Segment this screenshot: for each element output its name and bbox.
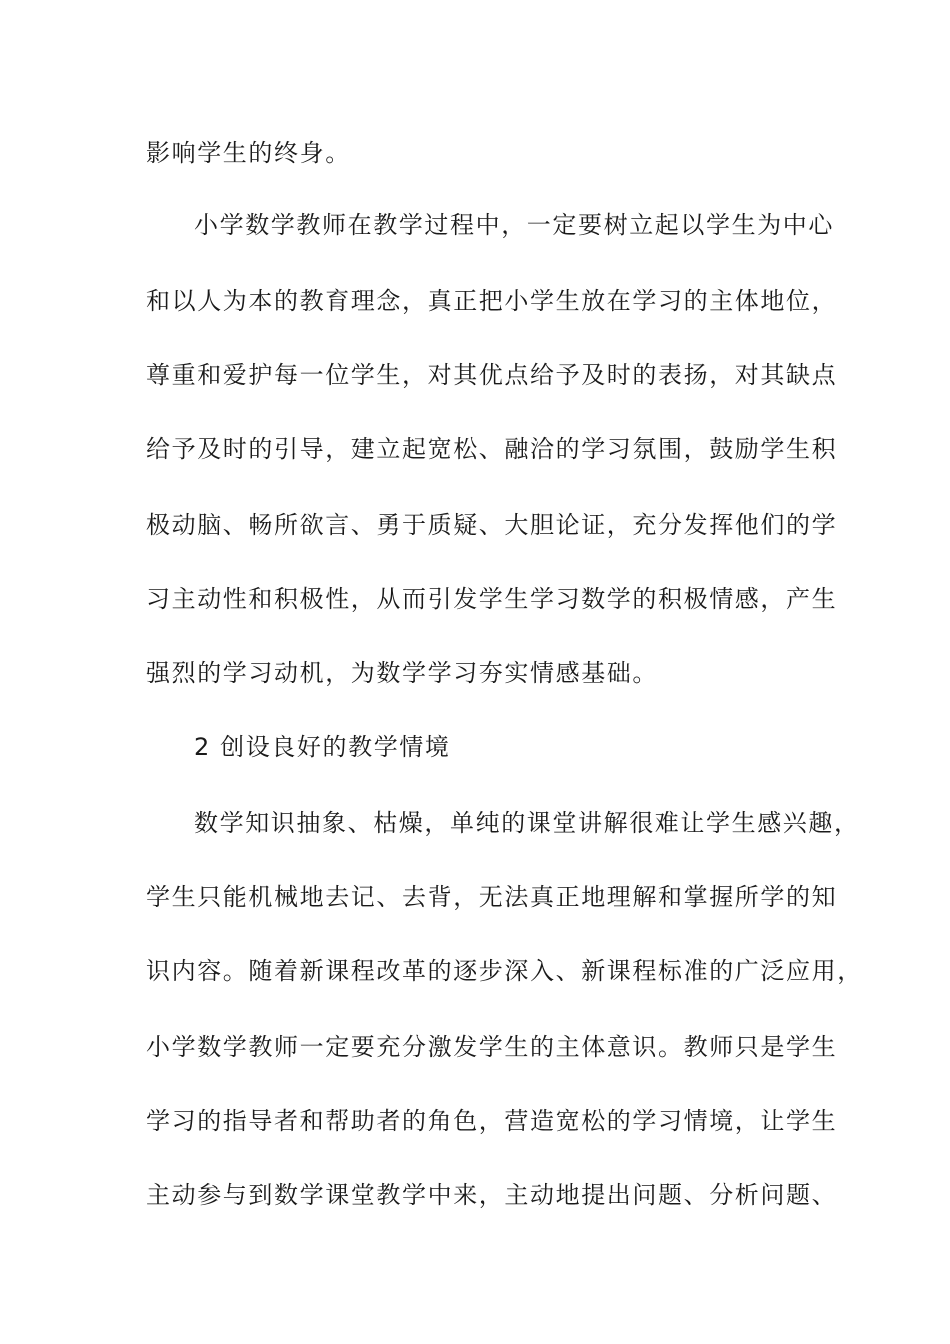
text-line: 识内容。随着新课程改革的逐步深入、新课程标准的广泛应用，: [146, 957, 863, 985]
text-line: 极动脑、畅所欲言、勇于质疑、大胆论证，充分发挥他们的学: [146, 511, 838, 539]
text-line: 尊重和爱护每一位学生，对其优点给予及时的表扬，对其缺点: [146, 361, 838, 389]
text-line: 和以人为本的教育理念，真正把小学生放在学习的主体地位，: [146, 287, 838, 315]
text-line: 学生只能机械地去记、去背，无法真正地理解和掌握所学的知: [146, 883, 838, 911]
paragraph-first-line: 数学知识抽象、枯燥，单纯的课堂讲解很难让学生感兴趣，: [194, 809, 860, 837]
text-line: 主动参与到数学课堂教学中来，主动地提出问题、分析问题、: [146, 1181, 838, 1209]
text-line: 强烈的学习动机，为数学学习夯实情感基础。: [146, 659, 658, 687]
text-line-continuation: 影响学生的终身。: [146, 139, 351, 167]
paragraph-first-line: 小学数学教师在教学过程中，一定要树立起以学生为中心: [194, 211, 834, 239]
text-line: 学习的指导者和帮助者的角色，营造宽松的学习情境，让学生: [146, 1107, 838, 1135]
section-heading: 2 创设良好的教学情境: [194, 733, 451, 761]
text-line: 给予及时的引导，建立起宽松、融洽的学习氛围，鼓励学生积: [146, 435, 838, 463]
text-line: 小学数学教师一定要充分激发学生的主体意识。教师只是学生: [146, 1033, 838, 1061]
text-line: 习主动性和积极性，从而引发学生学习数学的积极情感，产生: [146, 585, 838, 613]
